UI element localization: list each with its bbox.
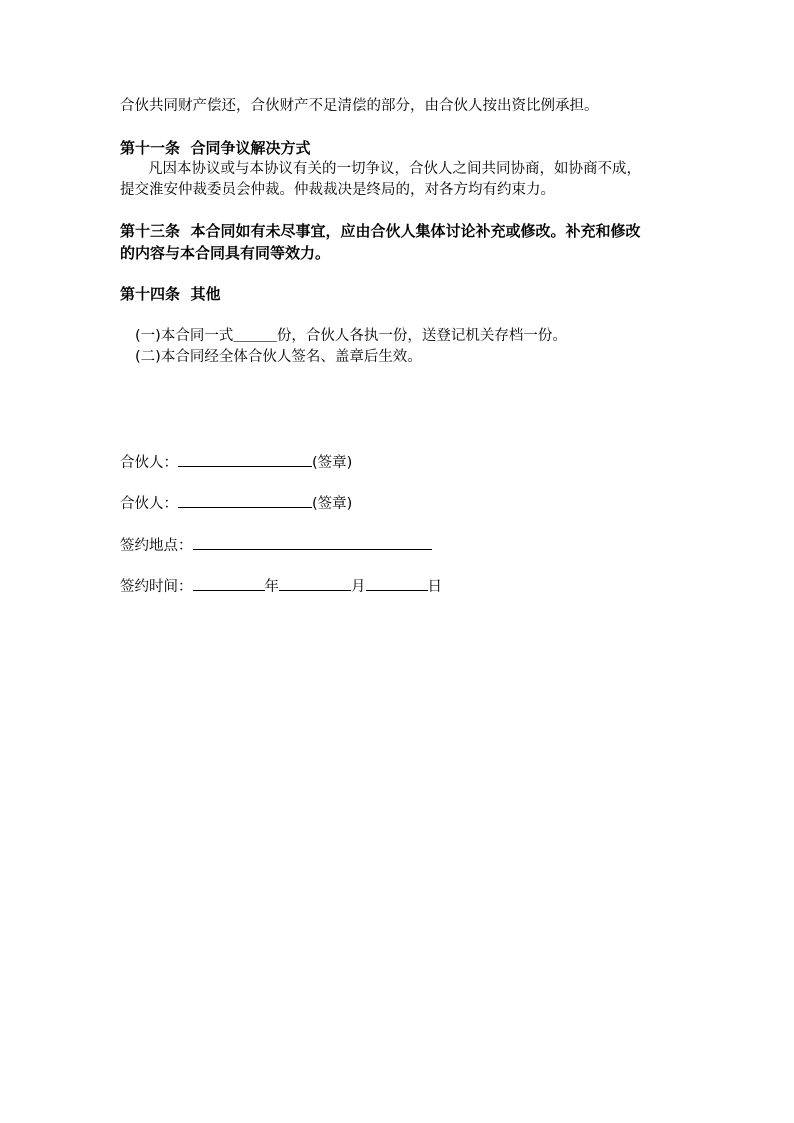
article-11-body-line-1: 凡因本协议或与本协议有关的一切争议，合伙人之间共同协商，如协商不成，: [148, 161, 641, 177]
copies-blank: ＿＿＿: [233, 328, 277, 344]
article-11-heading: 第十一条 合同争议解决方式: [120, 139, 311, 157]
item-1-suffix: 份，合伙人各执一份，送登记机关存档一份。: [276, 328, 567, 344]
month-blank[interactable]: [279, 575, 351, 591]
partner-1-signature-blank[interactable]: [178, 451, 312, 467]
article-14-heading: 第十四条 其他: [120, 285, 221, 303]
item-1-prefix: (一)本合同一式: [135, 328, 234, 344]
partner-2-label: 合伙人：: [120, 496, 178, 512]
article-14-item-2: (二)本合同经全体合伙人签名、盖章后生效。: [135, 349, 422, 365]
partner-2-signature-blank[interactable]: [178, 492, 312, 508]
signing-time-row: [120, 575, 442, 597]
partner-2-signature-row: [120, 492, 352, 514]
signing-place-label: 签约地点：: [120, 538, 193, 554]
article-13-line-1: 第十三条 本合同如有未尽事宜，应由合伙人集体讨论补充或修改。补充和修改: [120, 222, 641, 240]
day-blank[interactable]: [366, 575, 428, 591]
day-label: 日: [427, 579, 442, 595]
article-13-line-2: 的内容与本合同具有同等效力。: [120, 244, 331, 262]
paragraph-compensation: 合伙共同财产偿还，合伙财产不足清偿的部分，由合伙人按出资比例承担。: [120, 98, 599, 114]
month-label: 月: [351, 579, 366, 595]
article-14-item-1: [135, 326, 567, 346]
year-label: 年: [264, 579, 279, 595]
partner-1-seal-label: (签章): [312, 455, 353, 471]
signing-place-row: [120, 534, 432, 556]
partner-2-seal-label: (签章): [312, 496, 353, 512]
signing-place-blank[interactable]: [193, 534, 432, 550]
year-blank[interactable]: [193, 575, 265, 591]
partner-1-label: 合伙人：: [120, 455, 178, 471]
signing-time-label: 签约时间：: [120, 579, 193, 595]
partner-1-signature-row: [120, 451, 352, 473]
article-11-body-line-2: 提交淮安仲裁委员会仲裁。仲裁裁决是终局的，对各方均有约束力。: [120, 182, 555, 198]
